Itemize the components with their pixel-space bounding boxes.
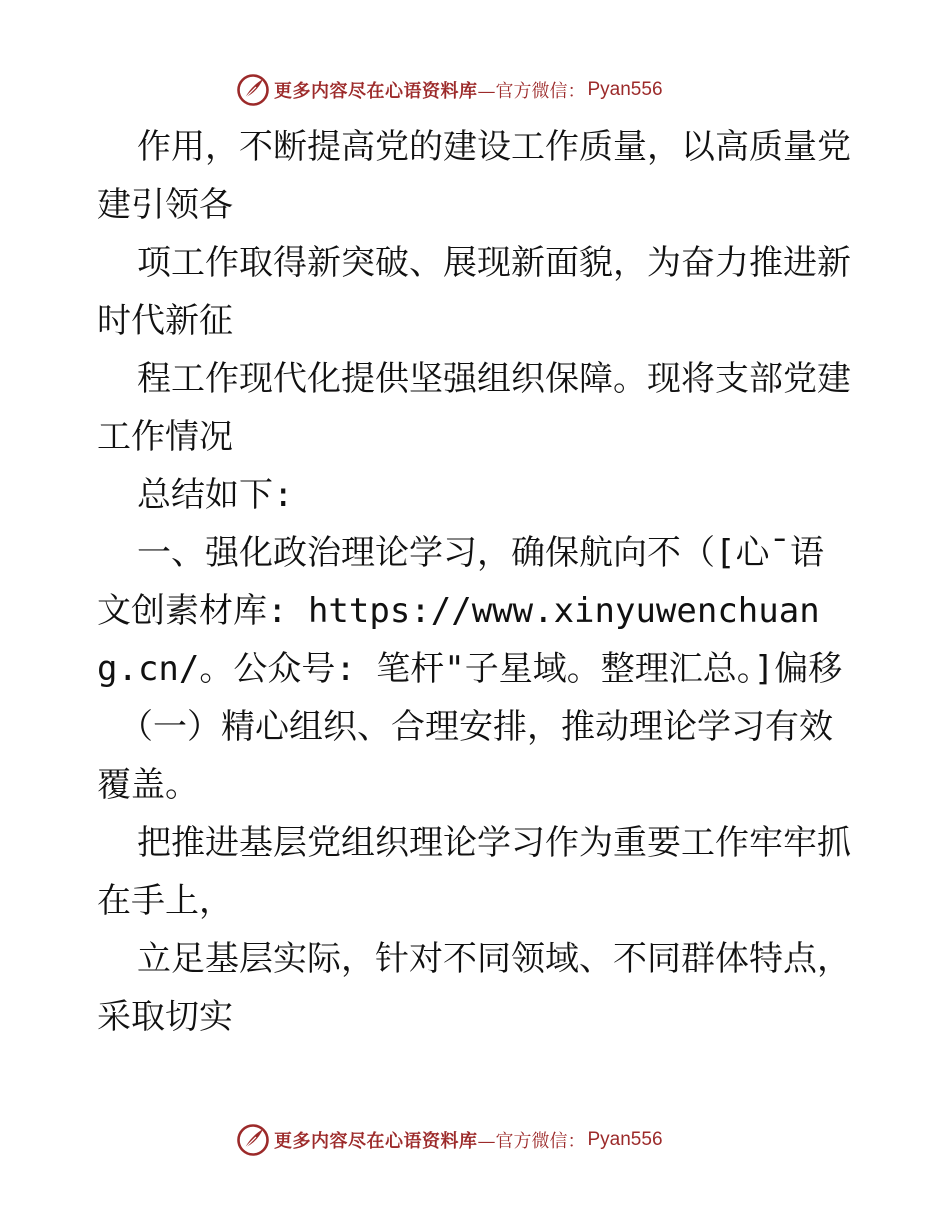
banner-wechat-label: —官方微信： — [477, 81, 586, 102]
paragraph-7: 把推进基层党组织理论学习作为重要工作牢牢抓在手上， — [97, 823, 851, 921]
header-banner — [236, 72, 663, 108]
feather-pen-circle-logo-icon — [236, 1123, 270, 1157]
paragraph-4: 总结如下: — [137, 475, 294, 515]
feather-pen-circle-logo-icon — [236, 73, 270, 107]
banner-wechat-id: Pyan556 — [587, 79, 663, 100]
paragraph-3: 程工作现代化提供坚强组织保障。现将支部党建工作情况 — [97, 359, 851, 457]
paragraph-5: 一、强化政治理论学习，确保航向不（[心¯语文创素材库: https://www.xinyuwenchuang.cn/。公众号: 笔杆"子星域。整理汇总。]偏移 — [97, 533, 843, 689]
paragraph-6: （一）精心组织、合理安排，推动理论学习有效覆盖。 — [97, 707, 833, 805]
paragraph-1: 作用，不断提高党的建设工作质量，以高质量党建引领各 — [97, 127, 851, 225]
document-body — [97, 118, 857, 1046]
paragraph-8: 立足基层实际，针对不同领域、不同群体特点，采取切实 — [97, 939, 851, 1037]
paragraph-2: 项工作取得新突破、展现新面貌，为奋力推进新时代新征 — [97, 243, 851, 341]
banner-wechat-label: —官方微信： — [477, 1131, 586, 1152]
banner-wechat-id: Pyan556 — [587, 1129, 663, 1150]
banner-site-name: 更多内容尽在心语资料库 — [274, 1131, 478, 1152]
footer-banner — [236, 1122, 663, 1158]
banner-site-name: 更多内容尽在心语资料库 — [274, 81, 478, 102]
